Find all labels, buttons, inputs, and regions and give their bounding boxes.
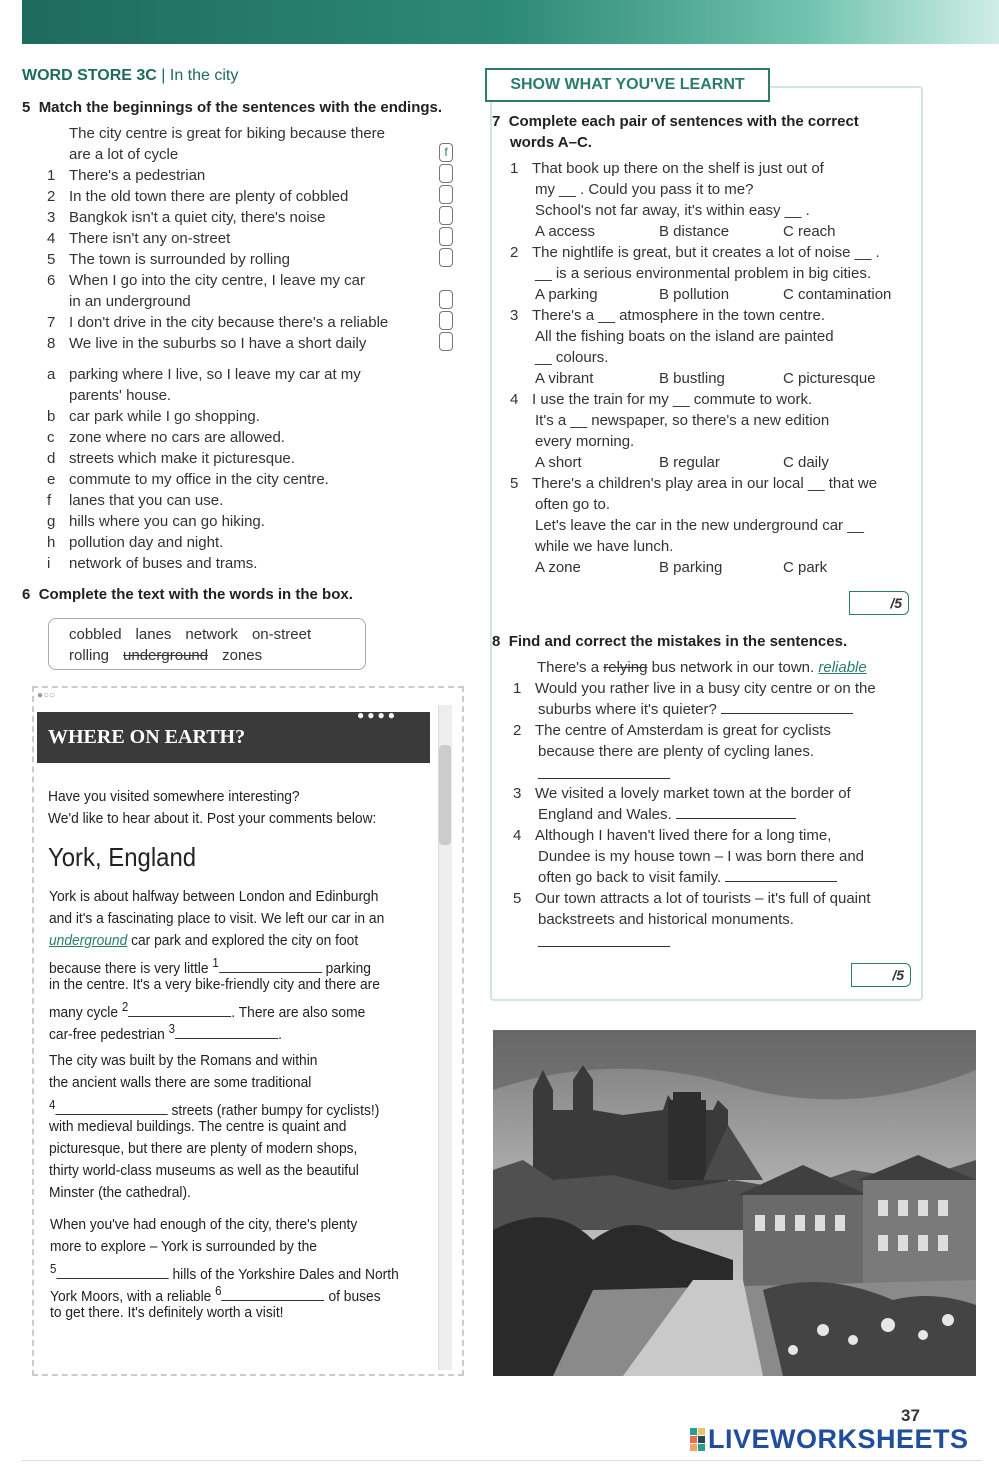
blog-line: picturesque, but there are plenty of modern shops,: [49, 1140, 358, 1157]
ex7-options[interactable]: A short B regular C daily: [535, 454, 829, 471]
blog-intro-2: We'd like to hear about it. Post your comments below:: [48, 810, 377, 827]
gap-1-input[interactable]: [219, 959, 322, 973]
ex7-options[interactable]: A parking B pollution C contamination: [535, 286, 892, 303]
ex5-answer-box-2[interactable]: [439, 185, 453, 204]
ex8-item: 1 Would you rather live in a busy city centre or on the: [513, 680, 876, 697]
ex8-line: often go back to visit family.: [538, 867, 837, 888]
blog-title: WHERE ON EARTH?: [37, 712, 430, 763]
ex7-line: often go to.: [535, 496, 611, 513]
ex8-answer-1-input[interactable]: [721, 700, 853, 714]
ex5-ending: a parking where I live, so I leave my car at my: [47, 366, 361, 383]
ex5-example-line1: The city centre is great for biking because there: [69, 125, 385, 142]
ex5-ending: f lanes that you can use.: [47, 492, 224, 509]
ex5-item: 8 We live in the suburbs so I have a short daily: [47, 335, 367, 352]
blog-place-title: York, England: [48, 842, 197, 872]
gap-4-input[interactable]: [55, 1101, 167, 1115]
blog-line: Minster (the cathedral).: [49, 1184, 191, 1201]
word-chip-used: underground: [123, 647, 209, 664]
ex7-line: every morning.: [535, 433, 635, 450]
ex7-options[interactable]: A access B distance C reach: [535, 223, 836, 240]
blog-line: the ancient walls there are some traditional: [49, 1074, 312, 1091]
ex7-heading-2: words A–C.: [510, 134, 592, 151]
footer-divider: [22, 1460, 982, 1461]
scrollbar-thumb[interactable]: [439, 745, 451, 845]
ex8-item: 2 The centre of Amsterdam is great for cyclists: [513, 722, 831, 739]
gap-6-input[interactable]: [222, 1287, 325, 1301]
ex5-answer-box-3[interactable]: [439, 206, 453, 225]
ex5-ending: d streets which make it picturesque.: [47, 450, 295, 467]
ex5-ending: i network of buses and trams.: [47, 555, 258, 572]
ex5-ending: e commute to my office in the city centre.: [47, 471, 329, 488]
ex5-ending: parents' house.: [69, 387, 172, 404]
ex5-answer-box-6[interactable]: [439, 290, 453, 309]
ex5-item: in an underground: [69, 293, 191, 310]
window-dots-icon: ●○○: [37, 690, 56, 701]
word-box: [48, 618, 366, 670]
ex7-line: __ is a serious environmental problem in big cities.: [535, 265, 871, 282]
word-chip: zones: [222, 647, 263, 664]
ex5-answer-box-4[interactable]: [439, 227, 453, 246]
ex8-answer-3-input[interactable]: [676, 805, 796, 819]
ex5-example-answer-box: f: [439, 143, 453, 162]
word-chip: lanes: [135, 626, 172, 643]
ex7-item: 5 There's a children's play area in our local __ that we: [510, 475, 878, 492]
ex8-line: backstreets and historical monuments.: [538, 911, 794, 928]
blog-line: York is about halfway between London and Edinburgh: [49, 888, 379, 905]
example-answer: underground: [49, 932, 128, 949]
page-number: 37: [901, 1406, 920, 1425]
blog-line: $^5$ hills of the Yorkshire Dales and North: [50, 1262, 399, 1283]
ex7-line: All the fishing boats on the island are painted: [535, 328, 834, 345]
blog-line: more to explore – York is surrounded by the: [50, 1238, 317, 1255]
blog-line: underground car park and explored the city on foot: [49, 932, 359, 949]
gap-3-input[interactable]: [175, 1025, 278, 1039]
ex5-ending: g hills where you can go hiking.: [47, 513, 265, 530]
blog-line: to get there. It's definitely worth a visit!: [50, 1304, 284, 1321]
ex8-answer-2-input[interactable]: [538, 765, 670, 779]
ex7-options[interactable]: A vibrant B bustling C picturesque: [535, 370, 876, 387]
ex8-example: There's a relying bus network in our town. reliable: [537, 659, 867, 676]
ex8-line: suburbs where it's quieter?: [538, 699, 853, 720]
ex5-answer-box-5[interactable]: [439, 248, 453, 267]
blog-line: York Moors, with a reliable $^6$ of buses: [50, 1284, 381, 1305]
ex8-heading: 8 Find and correct the mistakes in the sentences.: [492, 633, 848, 650]
ex5-item: 5 The town is surrounded by rolling: [47, 251, 290, 268]
menu-dots-icon: ●●●●: [357, 708, 398, 722]
ex7-heading: 7 Complete each pair of sentences with the correct: [492, 113, 859, 130]
word-chip: on-street: [251, 626, 312, 643]
ex5-item: 2 In the old town there are plenty of cobbled: [47, 188, 349, 205]
ex5-example-line2: are a lot of cycle: [69, 146, 179, 163]
ex7-score: /5: [849, 591, 909, 615]
ex5-item: 3 Bangkok isn't a quiet city, there's noise: [47, 209, 326, 226]
ex5-item: 6 When I go into the city centre, I leave my car: [47, 272, 365, 289]
ex5-heading: 5 Match the beginnings of the sentences with the endings.: [22, 99, 443, 116]
ex8-item: 5 Our town attracts a lot of tourists – it's full of quaint: [513, 890, 871, 907]
word-chip: network: [185, 626, 238, 643]
ex5-ending: c zone where no cars are allowed.: [47, 429, 285, 446]
ex7-item: 3 There's a __ atmosphere in the town centre.: [510, 307, 826, 324]
blog-line: and it's a fascinating place to visit. We left our car in an: [49, 910, 385, 927]
blog-line: When you've had enough of the city, there's plenty: [50, 1216, 358, 1233]
ex7-line: my __ . Could you pass it to me?: [535, 181, 754, 198]
ex5-item: 7 I don't drive in the city because there's a reliable: [47, 314, 389, 331]
ex5-ending: h pollution day and night.: [47, 534, 224, 551]
gap-5-input[interactable]: [56, 1265, 168, 1279]
ex7-item: 1 That book up there on the shelf is just out of: [510, 160, 824, 177]
ex5-answer-box-1[interactable]: [439, 164, 453, 183]
ex7-line: Let's leave the car in the new underground car __: [535, 517, 864, 534]
ex8-line: Dundee is my house town – I was born there and: [538, 848, 865, 865]
ex8-line: England and Wales.: [538, 804, 796, 825]
ex8-item: 4 Although I haven't lived there for a long time,: [513, 827, 832, 844]
ex7-line: School's not far away, it's within easy __ .: [535, 202, 810, 219]
ex7-item: 2 The nightlife is great, but it creates a lot of noise __ .: [510, 244, 880, 261]
york-photo-illustration: [493, 1030, 976, 1376]
blog-line: $^4$ streets (rather bumpy for cyclists!): [49, 1098, 380, 1119]
blog-line: The city was built by the Romans and within: [49, 1052, 318, 1069]
blog-line: car-free pedestrian $^3$ .: [49, 1022, 282, 1043]
ex7-item: 4 I use the train for my __ commute to work.: [510, 391, 813, 408]
word-store-title: WORD STORE 3C | In the city: [22, 67, 239, 84]
ex5-ending: b car park while I go shopping.: [47, 408, 260, 425]
ex5-item: 1 There's a pedestrian: [47, 167, 206, 184]
blog-line: with medieval buildings. The centre is quaint and: [49, 1118, 347, 1135]
blog-line: because there is very little $^1$ parking: [49, 956, 371, 977]
ex8-answer-4-input[interactable]: [725, 868, 837, 882]
ex7-line: It's a __ newspaper, so there's a new edition: [535, 412, 830, 429]
liveworksheets-logo-icon: [690, 1428, 706, 1452]
word-chip: cobbled: [69, 626, 122, 643]
york-photo: [493, 1030, 976, 1376]
word-chip: rolling: [69, 647, 110, 664]
ex8-line: because there are plenty of cycling lanes.: [538, 743, 814, 760]
swyl-title: SHOW WHAT YOU'VE LEARNT: [485, 68, 770, 102]
gap-2-input[interactable]: [128, 1003, 231, 1017]
liveworksheets-watermark: LIVEWORKSHEETS: [708, 1424, 969, 1454]
ex5-answer-box-8[interactable]: [439, 332, 453, 351]
blog-line: thirty world-class museums as well as the beautiful: [49, 1162, 359, 1179]
blog-intro-1: Have you visited somewhere interesting?: [48, 788, 300, 805]
ex7-line: __ colours.: [535, 349, 609, 366]
blog-line: many cycle $^2$ . There are also some: [49, 1000, 366, 1021]
ex5-answer-box-7[interactable]: [439, 311, 453, 330]
ex8-item: 3 We visited a lovely market town at the border of: [513, 785, 851, 802]
header-banner: [22, 0, 999, 44]
ex8-answer-5-input[interactable]: [538, 933, 670, 947]
ex8-score: /5: [851, 963, 911, 987]
ex7-line: while we have lunch.: [535, 538, 674, 555]
ex7-options[interactable]: A zone B parking C park: [535, 559, 828, 576]
ex6-heading: 6 Complete the text with the words in the box.: [22, 586, 353, 603]
ex5-item: 4 There isn't any on-street: [47, 230, 231, 247]
blog-line: in the centre. It's a very bike-friendly city and there are: [49, 976, 380, 993]
